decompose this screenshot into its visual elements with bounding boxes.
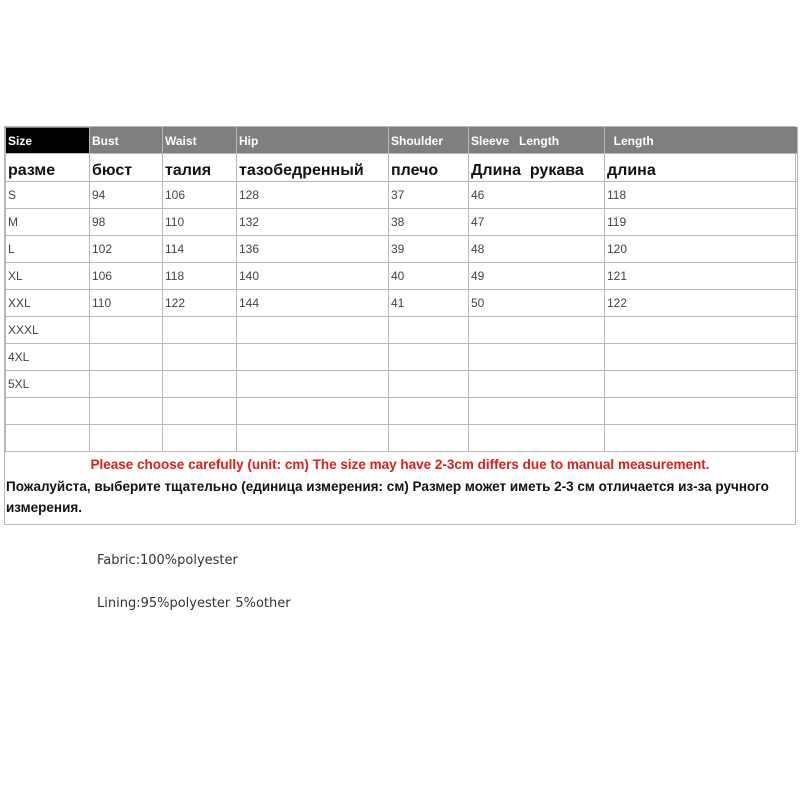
cell-bust [90,398,163,425]
lining-composition: Lining:95%polyester 5%other [97,596,291,611]
header-bust: Bust [90,128,163,154]
cell-bust: 102 [90,236,163,263]
cell-sleeve-length: 47 [469,209,605,236]
cell-waist: 114 [163,236,237,263]
cell-bust [90,371,163,398]
cell-length [605,371,798,398]
notes [5,452,795,524]
table-row [6,236,798,263]
cell-length [605,398,798,425]
note-english: Please choose carefully (unit: cm) The size may have 2-3cm differs due to manual measurement. [90,457,710,472]
cell-sleeve-length [469,344,605,371]
cell-bust [90,317,163,344]
cell-shoulder [389,344,469,371]
cell-size [6,398,90,425]
cell-length: 120 [605,236,798,263]
cell-bust: 106 [90,263,163,290]
cell-bust: 98 [90,209,163,236]
cell-shoulder: 40 [389,263,469,290]
note-russian: Пожалуйста, выберите тщательно (единица измерения: см) Размер может иметь 2-3 см отличается из-за ручного измерения. [6,479,769,515]
size-table [5,127,798,452]
cell-hip: 136 [237,236,389,263]
cell-size: 5XL [6,371,90,398]
cell-sleeve-length [469,371,605,398]
cell-shoulder: 37 [389,182,469,209]
cell-sleeve-length: 50 [469,290,605,317]
cell-sleeve-length: 46 [469,182,605,209]
cell-bust: 110 [90,290,163,317]
header-hip: Hip [237,128,389,154]
header-sleeve-length: Sleeve Length [469,128,605,154]
header-ru-shoulder: плечо [389,154,469,182]
header-shoulder: Shoulder [389,128,469,154]
header-waist: Waist [163,128,237,154]
table-row [6,317,798,344]
cell-shoulder: 39 [389,236,469,263]
cell-shoulder: 38 [389,209,469,236]
table-row [6,290,798,317]
cell-hip [237,398,389,425]
cell-length: 121 [605,263,798,290]
cell-hip [237,317,389,344]
header-ru-waist: талия [163,154,237,182]
header-length: Length [605,128,798,154]
fabric-composition: Fabric:100%polyester [97,553,238,568]
header-ru-size: разме [6,154,90,182]
cell-bust [90,425,163,452]
cell-hip: 140 [237,263,389,290]
size-chart [4,126,796,525]
header-row-russian [6,154,798,182]
cell-size: XXL [6,290,90,317]
header-row-english [6,128,798,154]
cell-waist [163,425,237,452]
header-ru-bust: бюст [90,154,163,182]
cell-shoulder: 41 [389,290,469,317]
cell-sleeve-length [469,425,605,452]
cell-shoulder [389,398,469,425]
cell-length: 118 [605,182,798,209]
header-ru-hip: тазобедренный [237,154,389,182]
cell-size [6,425,90,452]
cell-sleeve-length [469,398,605,425]
cell-bust [90,344,163,371]
cell-size: XXXL [6,317,90,344]
cell-shoulder [389,317,469,344]
table-row [6,425,798,452]
cell-hip [237,425,389,452]
cell-length [605,317,798,344]
cell-waist: 106 [163,182,237,209]
cell-length: 119 [605,209,798,236]
cell-hip [237,344,389,371]
cell-size: S [6,182,90,209]
cell-sleeve-length: 48 [469,236,605,263]
table-row [6,344,798,371]
cell-hip: 132 [237,209,389,236]
cell-waist: 122 [163,290,237,317]
cell-shoulder [389,371,469,398]
cell-bust: 94 [90,182,163,209]
cell-hip: 128 [237,182,389,209]
cell-size: XL [6,263,90,290]
cell-sleeve-length: 49 [469,263,605,290]
cell-size: 4XL [6,344,90,371]
table-row [6,263,798,290]
cell-size: M [6,209,90,236]
cell-hip: 144 [237,290,389,317]
cell-waist: 118 [163,263,237,290]
cell-waist [163,344,237,371]
header-ru-sleeve-length: Длина рукава [469,154,605,182]
cell-length [605,425,798,452]
cell-length [605,344,798,371]
table-row [6,209,798,236]
cell-length: 122 [605,290,798,317]
header-ru-length: длина [605,154,798,182]
table-row [6,182,798,209]
cell-waist [163,371,237,398]
cell-hip [237,371,389,398]
header-size: Size [6,128,90,154]
table-row [6,371,798,398]
cell-waist: 110 [163,209,237,236]
cell-shoulder [389,425,469,452]
cell-waist [163,317,237,344]
table-row [6,398,798,425]
cell-sleeve-length [469,317,605,344]
cell-waist [163,398,237,425]
cell-size: L [6,236,90,263]
